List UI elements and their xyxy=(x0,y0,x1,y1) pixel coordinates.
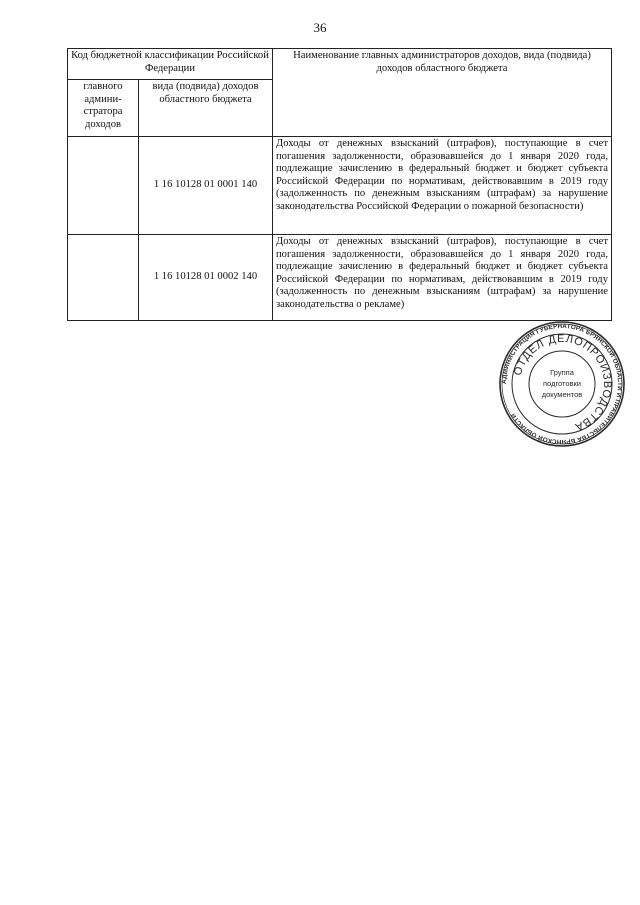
stamp-center-line2: подготовки xyxy=(543,379,581,388)
revenue-description-cell: Доходы от денежных взысканий (штрафов), поступающие в счет погашения задолженности, образовавшейся до 1 января 2020 года, подлежащие зачислению в федеральный бюджет и бюджет субъекта Российской Федерации по нормативам, действовавшим в 2019 году (задолженность по денежным взысканиям (штрафам) за нарушение законодательства Российской Федерации о пожарной безопасности) xyxy=(273,137,612,235)
header-revenue-kind: вида (подвида) доходов областного бюджета xyxy=(139,80,273,137)
revenue-description-cell: Доходы от денежных взысканий (штрафов), поступающие в счет погашения задолженности, образовавшейся до 1 января 2020 года, подлежащие зачислению в федеральный бюджет и бюджет субъекта Российской Федерации по нормативам, действовавшим в 2019 году (задолженность по денежным взысканиям (штрафам) за нарушение законодательства о рекламе) xyxy=(273,235,612,321)
header-chief-admin: главного админи-стратора доходов xyxy=(68,80,139,137)
table-row xyxy=(68,235,612,321)
admin-code-cell xyxy=(68,235,139,321)
budget-classification-table xyxy=(67,48,612,321)
stamp-center-line3: документов xyxy=(541,390,583,399)
header-budget-code: Код бюджетной классификации Российской Федерации xyxy=(68,49,273,80)
official-stamp xyxy=(499,321,625,447)
admin-code-cell xyxy=(68,137,139,235)
header-admin-name: Наименование главных администраторов доходов, вида (подвида) доходов областного бюджета xyxy=(273,49,612,137)
revenue-code-cell: 1 16 10128 01 0002 140 xyxy=(139,235,273,321)
table-header-row xyxy=(68,49,612,80)
stamp-outer-text: АДМИНИСТРАЦИЯ ГУБЕРНАТОРА БРЯНСКОЙ ОБЛАСТИ И ПРАВИТЕЛЬСТВА БРЯНСКОЙ ОБЛАСТИ xyxy=(500,322,624,446)
stamp-middle-text: ОТДЕЛ ДЕЛОПРОИЗВОДСТВА xyxy=(511,332,614,433)
stamp-center-line1: Группа xyxy=(550,368,574,377)
table-row xyxy=(68,137,612,235)
revenue-code-cell: 1 16 10128 01 0001 140 xyxy=(139,137,273,235)
page-number: 36 xyxy=(313,20,327,35)
